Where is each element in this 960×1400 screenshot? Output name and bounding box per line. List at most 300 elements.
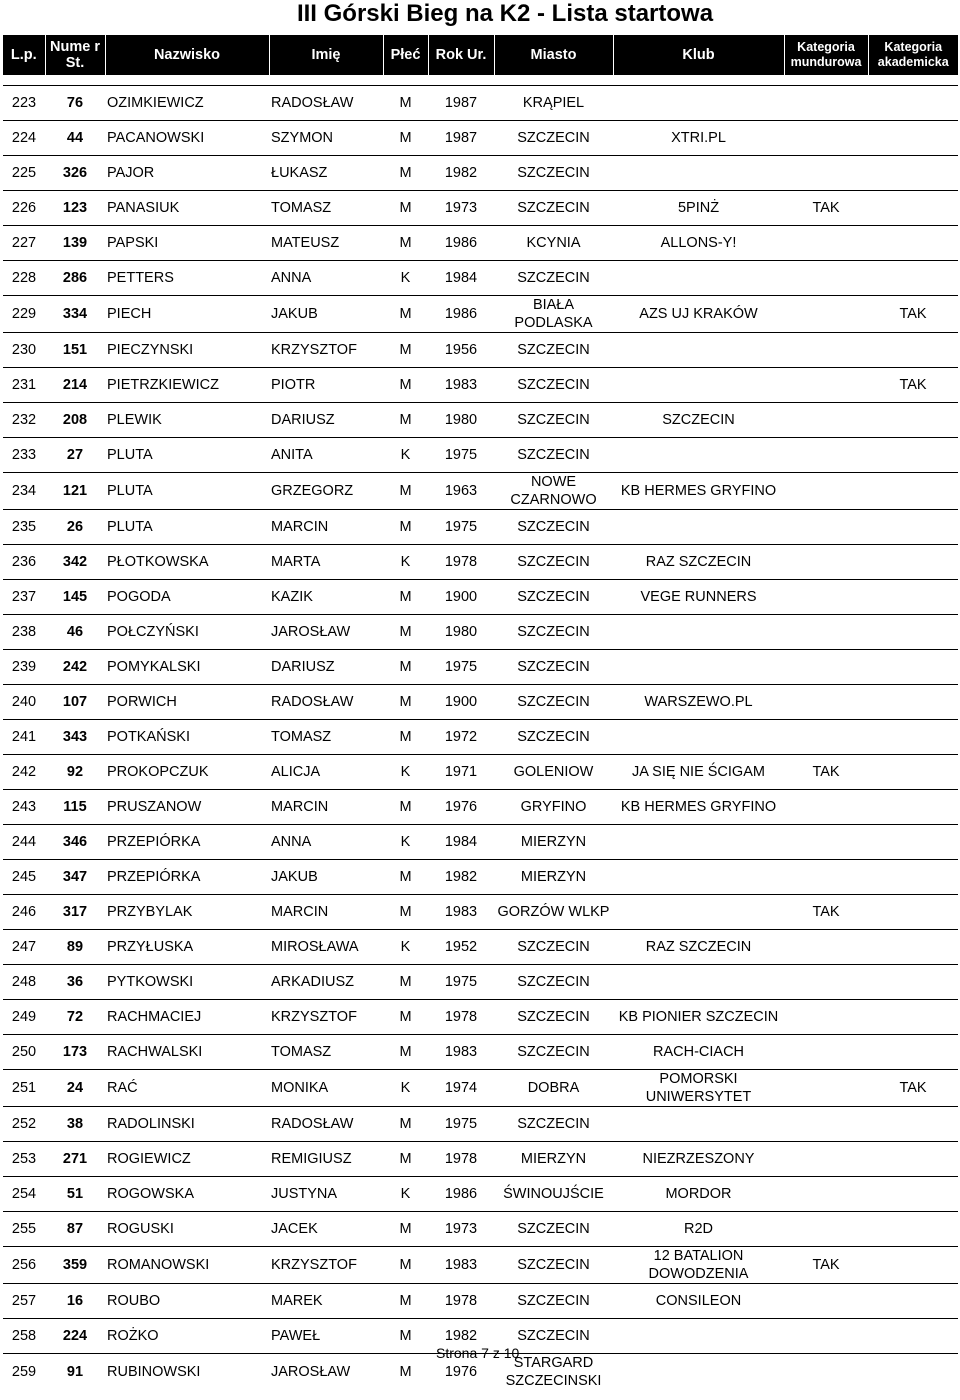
- cell-klub: POMORSKI UNIWERSYTET: [613, 1070, 784, 1107]
- cell-lp: 249: [3, 1000, 45, 1035]
- cell-imie: MARTA: [269, 545, 383, 580]
- cell-numer: 123: [45, 191, 105, 226]
- cell-lp: 237: [3, 580, 45, 615]
- cell-miasto: DOBRA: [494, 1070, 613, 1107]
- header-spacer: [3, 75, 958, 86]
- cell-nazwisko: ROŻKO: [105, 1319, 269, 1354]
- cell-klub: [613, 86, 784, 121]
- cell-lp: 248: [3, 965, 45, 1000]
- cell-kategoria-akademicka: [868, 615, 958, 650]
- header-imie: Imię: [269, 35, 383, 75]
- cell-rok: 1975: [428, 510, 494, 545]
- cell-plec: K: [383, 755, 428, 790]
- cell-numer: 343: [45, 720, 105, 755]
- cell-kategoria-akademicka: [868, 473, 958, 510]
- cell-numer: 26: [45, 510, 105, 545]
- header-nazwisko: Nazwisko: [105, 35, 269, 75]
- cell-nazwisko: PLEWIK: [105, 403, 269, 438]
- cell-miasto: SZCZECIN: [494, 156, 613, 191]
- cell-plec: M: [383, 1247, 428, 1284]
- cell-imie: ARKADIUSZ: [269, 965, 383, 1000]
- cell-klub: [613, 156, 784, 191]
- table-row: [3, 191, 958, 226]
- cell-klub: SZCZECIN: [613, 403, 784, 438]
- cell-klub: [613, 1319, 784, 1354]
- cell-rok: 1987: [428, 86, 494, 121]
- cell-kategoria-akademicka: [868, 895, 958, 930]
- cell-kategoria-mundurowa: [784, 261, 868, 296]
- cell-kategoria-mundurowa: TAK: [784, 1247, 868, 1284]
- cell-kategoria-akademicka: [868, 1319, 958, 1354]
- cell-numer: 342: [45, 545, 105, 580]
- cell-imie: REMIGIUSZ: [269, 1142, 383, 1177]
- cell-kategoria-akademicka: [868, 226, 958, 261]
- cell-kategoria-mundurowa: TAK: [784, 755, 868, 790]
- cell-rok: 1978: [428, 1142, 494, 1177]
- cell-kategoria-akademicka: [868, 860, 958, 895]
- cell-lp: 244: [3, 825, 45, 860]
- cell-rok: 1963: [428, 473, 494, 510]
- cell-lp: 258: [3, 1319, 45, 1354]
- cell-rok: 1982: [428, 156, 494, 191]
- cell-nazwisko: PRZYŁUSKA: [105, 930, 269, 965]
- table-row: [3, 895, 958, 930]
- cell-rok: 1978: [428, 1284, 494, 1319]
- cell-plec: M: [383, 965, 428, 1000]
- cell-numer: 271: [45, 1142, 105, 1177]
- cell-numer: 44: [45, 121, 105, 156]
- cell-nazwisko: POTKAŃSKI: [105, 720, 269, 755]
- cell-imie: MARCIN: [269, 895, 383, 930]
- cell-kategoria-mundurowa: [784, 860, 868, 895]
- cell-miasto: SZCZECIN: [494, 1284, 613, 1319]
- page-title: III Górski Bieg na K2 - Lista startowa: [296, 0, 714, 27]
- cell-kategoria-mundurowa: [784, 403, 868, 438]
- page-footer: Strona 7 z 10: [436, 1345, 520, 1361]
- cell-kategoria-mundurowa: [784, 685, 868, 720]
- cell-nazwisko: OZIMKIEWICZ: [105, 86, 269, 121]
- table-row: [3, 261, 958, 296]
- cell-kategoria-mundurowa: [784, 333, 868, 368]
- cell-imie: MARCIN: [269, 790, 383, 825]
- table-row: [3, 121, 958, 156]
- table-row: [3, 650, 958, 685]
- cell-plec: M: [383, 156, 428, 191]
- cell-nazwisko: PRZEPIÓRKA: [105, 825, 269, 860]
- cell-kategoria-akademicka: [868, 580, 958, 615]
- cell-imie: DARIUSZ: [269, 403, 383, 438]
- cell-numer: 91: [66, 1364, 84, 1380]
- cell-kategoria-mundurowa: [784, 1070, 868, 1107]
- cell-kategoria-akademicka: [868, 650, 958, 685]
- table-row: [3, 1212, 958, 1247]
- cell-nazwisko: RACHMACIEJ: [105, 1000, 269, 1035]
- cell-imie: TOMASZ: [269, 191, 383, 226]
- cell-lp: 227: [3, 226, 45, 261]
- table-row: [3, 473, 958, 510]
- cell-plec: K: [383, 438, 428, 473]
- cell-kategoria-mundurowa: [784, 1212, 868, 1247]
- cell-imie: MIROSŁAWA: [269, 930, 383, 965]
- cell-miasto: SZCZECIN: [494, 438, 613, 473]
- cell-kategoria-mundurowa: [784, 121, 868, 156]
- table-row: [3, 226, 958, 261]
- cell-nazwisko: PETTERS: [105, 261, 269, 296]
- cell-plec: M: [383, 1107, 428, 1142]
- cell-kategoria-mundurowa: [784, 510, 868, 545]
- cell-kategoria-akademicka: [868, 825, 958, 860]
- cell-klub: [613, 1107, 784, 1142]
- cell-lp: 243: [3, 790, 45, 825]
- cell-lp: 250: [3, 1035, 45, 1070]
- cell-imie: JAROSŁAW: [271, 1364, 351, 1380]
- cell-plec: K: [383, 930, 428, 965]
- cell-imie: MAREK: [269, 1284, 383, 1319]
- cell-kategoria-akademicka: [868, 930, 958, 965]
- cell-klub: [613, 860, 784, 895]
- table-row: [3, 930, 958, 965]
- cell-rok: 1980: [428, 615, 494, 650]
- cell-klub: [613, 438, 784, 473]
- header-kategoria-mundurowa: Kategoria mundurowa: [784, 35, 868, 75]
- cell-klub: RACH-CIACH: [613, 1035, 784, 1070]
- cell-kategoria-akademicka: [868, 1107, 958, 1142]
- cell-kategoria-mundurowa: [784, 1142, 868, 1177]
- cell-kategoria-akademicka: [868, 1212, 958, 1247]
- cell-rok: 1974: [428, 1070, 494, 1107]
- cell-numer: 38: [45, 1107, 105, 1142]
- cell-imie: PIOTR: [269, 368, 383, 403]
- cell-nazwisko: PACANOWSKI: [105, 121, 269, 156]
- cell-lp: 229: [3, 296, 45, 333]
- table-row: [3, 755, 958, 790]
- cell-klub: JA SIĘ NIE ŚCIGAM: [613, 755, 784, 790]
- cell-numer: 92: [45, 755, 105, 790]
- table-row: [3, 1000, 958, 1035]
- cell-numer: 89: [45, 930, 105, 965]
- cell-lp: 234: [3, 473, 45, 510]
- cell-plec: K: [383, 545, 428, 580]
- table-row: [3, 333, 958, 368]
- cell-klub: [613, 333, 784, 368]
- table-row: [3, 296, 958, 333]
- cell-kategoria-mundurowa: [784, 545, 868, 580]
- cell-kategoria-mundurowa: [784, 86, 868, 121]
- cell-kategoria-mundurowa: TAK: [784, 895, 868, 930]
- table-row: [3, 510, 958, 545]
- cell-miasto: SZCZECIN: [494, 965, 613, 1000]
- table-row: [3, 403, 958, 438]
- cell-plec: M: [383, 615, 428, 650]
- cell-lp: 254: [3, 1177, 45, 1212]
- cell-miasto: GOLENIOW: [494, 755, 613, 790]
- table-body: [3, 75, 958, 1390]
- cell-nazwisko: PAJOR: [105, 156, 269, 191]
- cell-klub: [613, 510, 784, 545]
- cell-lp: 238: [3, 615, 45, 650]
- cell-lp: 242: [3, 755, 45, 790]
- cell-miasto: SZCZECIN: [494, 1319, 613, 1354]
- table-row: [3, 825, 958, 860]
- cell-miasto: GORZÓW WLKP: [494, 895, 613, 930]
- cell-kategoria-akademicka: TAK: [868, 1070, 958, 1107]
- cell-miasto: SZCZECIN: [494, 720, 613, 755]
- cell-lp: 247: [3, 930, 45, 965]
- cell-rok: 1983: [428, 895, 494, 930]
- cell-plec: M: [383, 473, 428, 510]
- cell-rok: 1983: [428, 1035, 494, 1070]
- cell-imie: DARIUSZ: [269, 650, 383, 685]
- cell-numer: 145: [45, 580, 105, 615]
- cell-miasto: SZCZECIN: [494, 368, 613, 403]
- header-numer: Nume r St.: [45, 35, 105, 75]
- cell-plec: M: [383, 790, 428, 825]
- cell-imie: MARCIN: [269, 510, 383, 545]
- cell-klub: [613, 965, 784, 1000]
- cell-miasto: SZCZECIN: [494, 930, 613, 965]
- cell-imie: KAZIK: [269, 580, 383, 615]
- cell-numer: 115: [45, 790, 105, 825]
- cell-kategoria-mundurowa: [784, 720, 868, 755]
- header-plec: Płeć: [383, 35, 428, 75]
- cell-plec: M: [383, 333, 428, 368]
- cell-klub: [613, 368, 784, 403]
- cell-rok: 1956: [428, 333, 494, 368]
- cell-nazwisko: PROKOPCZUK: [105, 755, 269, 790]
- cell-numer: 317: [45, 895, 105, 930]
- cell-nazwisko: PRZYBYLAK: [105, 895, 269, 930]
- cell-plec: M: [383, 121, 428, 156]
- cell-kategoria-mundurowa: [784, 156, 868, 191]
- cell-kategoria-akademicka: [868, 965, 958, 1000]
- cell-miasto: SZCZECIN: [494, 510, 613, 545]
- cell-rok: 1975: [428, 965, 494, 1000]
- cell-klub: VEGE RUNNERS: [613, 580, 784, 615]
- cell-nazwisko: PLUTA: [105, 438, 269, 473]
- table-row: [3, 368, 958, 403]
- cell-plec: M: [383, 650, 428, 685]
- cell-miasto: SZCZECIN: [494, 545, 613, 580]
- cell-miasto: SZCZECIN: [494, 403, 613, 438]
- cell-kategoria-akademicka: [868, 1247, 958, 1284]
- cell-lp: 223: [3, 86, 45, 121]
- cell-rok: 1976: [428, 790, 494, 825]
- cell-numer: 121: [45, 473, 105, 510]
- cell-klub: KB HERMES GRYFINO: [613, 790, 784, 825]
- cell-lp: 232: [3, 403, 45, 438]
- cell-nazwisko: PŁOTKOWSKA: [105, 545, 269, 580]
- cell-plec: M: [383, 720, 428, 755]
- cell-kategoria-mundurowa: [784, 1000, 868, 1035]
- cell-plec: M: [383, 368, 428, 403]
- cell-miasto: SZCZECIN: [494, 191, 613, 226]
- cell-imie: ANNA: [269, 825, 383, 860]
- cell-miasto: MIERZYN: [494, 1142, 613, 1177]
- cell-kategoria-mundurowa: [784, 438, 868, 473]
- cell-plec: M: [383, 1284, 428, 1319]
- cell-rok: 1900: [428, 685, 494, 720]
- cell-imie: TOMASZ: [269, 1035, 383, 1070]
- cell-kategoria-akademicka: TAK: [868, 296, 958, 333]
- cell-kategoria-akademicka: [868, 720, 958, 755]
- cell-kategoria-mundurowa: [784, 580, 868, 615]
- cell-kategoria-akademicka: [868, 545, 958, 580]
- cell-rok: 1982: [428, 860, 494, 895]
- cell-nazwisko: POŁCZYŃSKI: [105, 615, 269, 650]
- table-row: [3, 965, 958, 1000]
- cell-numer: 173: [45, 1035, 105, 1070]
- cell-rok: 1952: [428, 930, 494, 965]
- cell-numer: 347: [45, 860, 105, 895]
- cell-lp: 236: [3, 545, 45, 580]
- cell-nazwisko: ROUBO: [105, 1284, 269, 1319]
- cell-lp: 259: [11, 1364, 37, 1380]
- cell-plec: M: [383, 580, 428, 615]
- cell-klub: CONSILEON: [613, 1284, 784, 1319]
- cell-rok: 1972: [428, 720, 494, 755]
- cell-kategoria-akademicka: [868, 156, 958, 191]
- cell-kategoria-mundurowa: [784, 1319, 868, 1354]
- cell-nazwisko: PIETRZKIEWICZ: [105, 368, 269, 403]
- cell-kategoria-mundurowa: [784, 790, 868, 825]
- cell-nazwisko: RACHWALSKI: [105, 1035, 269, 1070]
- cell-rok: 1986: [428, 1177, 494, 1212]
- cell-imie: JAKUB: [269, 296, 383, 333]
- cell-plec: M: [383, 191, 428, 226]
- cell-nazwisko: POGODA: [105, 580, 269, 615]
- cell-klub: [613, 650, 784, 685]
- cell-lp: 245: [3, 860, 45, 895]
- cell-kategoria-akademicka: [868, 755, 958, 790]
- cell-numer: 208: [45, 403, 105, 438]
- cell-nazwisko: PLUTA: [105, 473, 269, 510]
- cell-kategoria-mundurowa: [784, 1035, 868, 1070]
- cell-numer: 151: [45, 333, 105, 368]
- cell-miasto: NOWE CZARNOWO: [494, 473, 613, 510]
- cell-kategoria-mundurowa: [784, 1284, 868, 1319]
- cell-numer: 87: [45, 1212, 105, 1247]
- cell-kategoria-akademicka: [868, 261, 958, 296]
- cell-numer: 27: [45, 438, 105, 473]
- cell-nazwisko: POMYKALSKI: [105, 650, 269, 685]
- cell-klub: ALLONS-Y!: [613, 226, 784, 261]
- cell-nazwisko: PRUSZANOW: [105, 790, 269, 825]
- cell-miasto: KRĄPIEL: [494, 86, 613, 121]
- cell-numer: 214: [45, 368, 105, 403]
- cell-numer: 334: [45, 296, 105, 333]
- cell-kategoria-akademicka: [868, 1284, 958, 1319]
- cell-imie: TOMASZ: [269, 720, 383, 755]
- cell-rok: 1987: [428, 121, 494, 156]
- cell-miasto: MIERZYN: [494, 860, 613, 895]
- cell-lp: 246: [3, 895, 45, 930]
- cell-numer: 51: [45, 1177, 105, 1212]
- table-header: [3, 35, 958, 75]
- cell-lp: 252: [3, 1107, 45, 1142]
- cell-imie: KRZYSZTOF: [269, 1000, 383, 1035]
- table-row: [3, 86, 958, 121]
- cell-miasto: SZCZECIN: [494, 685, 613, 720]
- cell-numer: 286: [45, 261, 105, 296]
- cell-klub: 5PINŻ: [613, 191, 784, 226]
- cell-nazwisko: RAĆ: [105, 1070, 269, 1107]
- cell-lp: 253: [3, 1142, 45, 1177]
- cell-numer: 36: [45, 965, 105, 1000]
- cell-rok: 1973: [428, 191, 494, 226]
- cell-kategoria-akademicka: [868, 1354, 958, 1391]
- cell-klub: [613, 720, 784, 755]
- cell-numer: 24: [45, 1070, 105, 1107]
- cell-numer: 16: [45, 1284, 105, 1319]
- cell-nazwisko: PIECH: [105, 296, 269, 333]
- cell-nazwisko: PRZEPIÓRKA: [105, 860, 269, 895]
- cell-plec: M: [399, 1364, 412, 1380]
- cell-klub: [613, 261, 784, 296]
- cell-klub: NIEZRZESZONY: [613, 1142, 784, 1177]
- cell-kategoria-akademicka: [868, 1035, 958, 1070]
- cell-numer: 326: [45, 156, 105, 191]
- cell-kategoria-akademicka: [868, 191, 958, 226]
- cell-kategoria-akademicka: [868, 1177, 958, 1212]
- cell-kategoria-mundurowa: [784, 930, 868, 965]
- cell-rok: 1984: [428, 825, 494, 860]
- start-list-table: [3, 35, 958, 1390]
- cell-klub: KB PIONIER SZCZECIN: [613, 1000, 784, 1035]
- cell-lp: 225: [3, 156, 45, 191]
- table-row: [3, 1107, 958, 1142]
- cell-rok: 1986: [428, 296, 494, 333]
- cell-nazwisko: PORWICH: [105, 685, 269, 720]
- cell-imie: ALICJA: [269, 755, 383, 790]
- cell-imie: ANNA: [269, 261, 383, 296]
- cell-imie: JUSTYNA: [269, 1177, 383, 1212]
- cell-rok: 1975: [428, 438, 494, 473]
- cell-nazwisko: PAPSKI: [105, 226, 269, 261]
- cell-imie: RADOSŁAW: [269, 86, 383, 121]
- header-kategoria-akademicka: Kategoria akademicka: [868, 35, 958, 75]
- cell-lp: 256: [3, 1247, 45, 1284]
- table-row: [3, 1247, 958, 1284]
- cell-imie: RADOSŁAW: [269, 685, 383, 720]
- cell-nazwisko: ROGUSKI: [105, 1212, 269, 1247]
- cell-nazwisko: ROMANOWSKI: [105, 1247, 269, 1284]
- cell-plec: M: [383, 403, 428, 438]
- cell-imie: JACEK: [269, 1212, 383, 1247]
- cell-kategoria-mundurowa: [784, 615, 868, 650]
- cell-rok: 1976: [444, 1364, 478, 1380]
- cell-rok: 1983: [428, 1247, 494, 1284]
- cell-klub: KB HERMES GRYFINO: [613, 473, 784, 510]
- table-row: [3, 1142, 958, 1177]
- cell-nazwisko: ROGOWSKA: [105, 1177, 269, 1212]
- header-klub: Klub: [613, 35, 784, 75]
- cell-klub: [613, 895, 784, 930]
- cell-klub: [613, 825, 784, 860]
- cell-nazwisko: RADOLINSKI: [105, 1107, 269, 1142]
- cell-plec: M: [383, 860, 428, 895]
- cell-miasto: SZCZECIN: [494, 261, 613, 296]
- cell-rok: 1900: [428, 580, 494, 615]
- table-row: [3, 790, 958, 825]
- cell-kategoria-mundurowa: [784, 368, 868, 403]
- table-row: [3, 580, 958, 615]
- cell-plec: K: [383, 825, 428, 860]
- table-row: [3, 1035, 958, 1070]
- cell-imie: MATEUSZ: [269, 226, 383, 261]
- cell-kategoria-akademicka: TAK: [868, 368, 958, 403]
- cell-plec: M: [383, 296, 428, 333]
- cell-kategoria-akademicka: [868, 438, 958, 473]
